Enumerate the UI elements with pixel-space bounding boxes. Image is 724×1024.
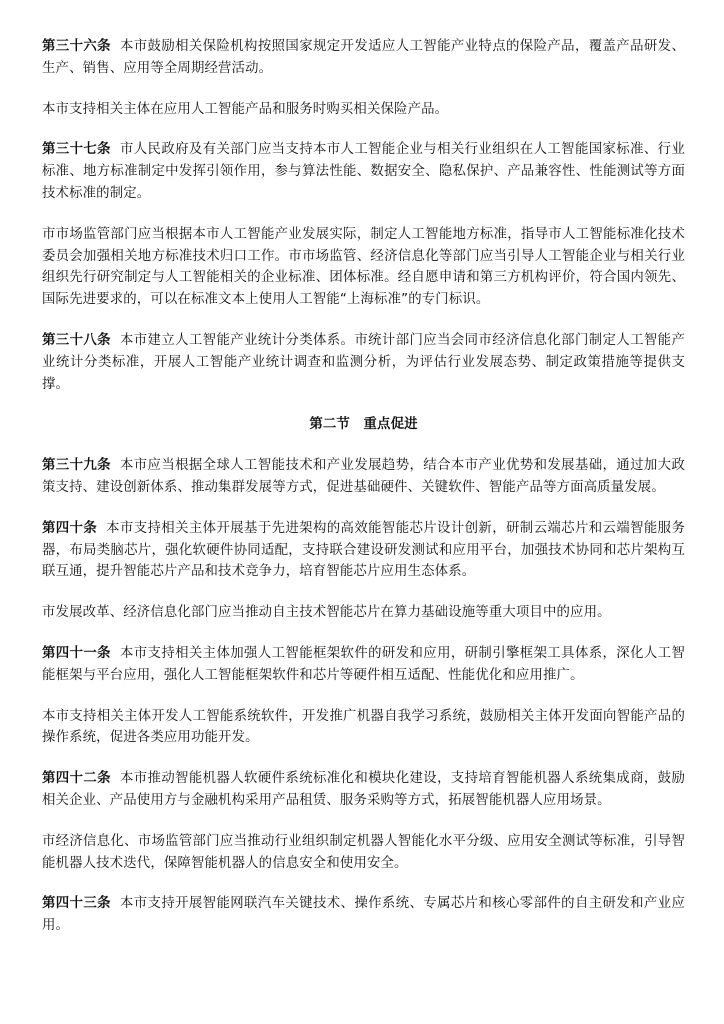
article-36-paragraph-2 — [42, 99, 685, 121]
paragraph-text: 市发展改革、经济信息化部门应当推动自主技术智能芯片在算力基础设施等重大项目中的应用。 — [42, 605, 611, 621]
article-number: 第三十八条 — [42, 332, 111, 348]
paragraph-text: 市经济信息化、市场监管部门应当推动行业组织制定机器人智能化水平分级、应用安全测试等标准，引导智能机器人技术迭代，保障智能机器人的信息安全和使用安全。 — [42, 833, 685, 871]
article-43-paragraph — [42, 893, 685, 937]
article-number: 第三十七条 — [42, 142, 111, 158]
article-41-paragraph — [42, 643, 685, 687]
section-heading: 第二节 重点促进 — [309, 417, 418, 433]
article-number: 第四十条 — [42, 520, 98, 536]
article-37-paragraph-2 — [42, 224, 685, 311]
article-number: 第四十二条 — [42, 771, 111, 787]
paragraph-text: 市市场监管部门应当根据本市人工智能产业发展实际，制定人工智能地方标准，指导市人工智能标准化技术委员会加强相关地方标准技术归口工作。市市场监管、经济信息化等部门应当引导人工智能企业与相关行业组织先行研究制定与人工智能相关的企业标准、团体标准。经自愿申请和第三方机构评价，符合国内领先、国际先进要求的，可以在标准文本上使用人工智能“上海标准”的专门标识。 — [42, 226, 685, 308]
paragraph-text: 本市支持相关主体开发人工智能系统软件，开发推广机器自我学习系统，鼓励相关主体开发面向智能产品的操作系统，促进各类应用功能开发。 — [42, 708, 685, 746]
article-41-paragraph-2 — [42, 706, 685, 750]
paragraph-text: 本市应当根据全球人工智能技术和产业发展趋势，结合本市产业优势和发展基础，通过加大政策支持、建设创新体系、推动集群发展等方式，促进基础硬件、关键软件、智能产品等方面高质量发展。 — [42, 458, 686, 495]
article-40-paragraph-2 — [42, 602, 685, 624]
paragraph-text: 本市支持相关主体在应用人工智能产品和服务时购买相关保险产品。 — [42, 101, 449, 117]
article-number: 第三十九条 — [42, 458, 111, 474]
article-number: 第四十一条 — [42, 645, 111, 661]
article-42-paragraph-2 — [42, 831, 685, 875]
article-39-paragraph — [42, 455, 685, 499]
paragraph-text: 本市支持相关主体加强人工智能框架软件的研发和应用，研制引擎框架工具体系，深化人工智能框架与平台应用，强化人工智能框架软件和芯片等硬件相互适配、性能优化和应用推广。 — [42, 645, 686, 683]
article-40-paragraph — [42, 518, 685, 583]
article-42-paragraph — [42, 768, 685, 812]
paragraph-text: 本市鼓励相关保险机构按照国家规定开发适应人工智能产业特点的保险产品，覆盖产品研发、生产、销售、应用等全周期经营活动。 — [42, 39, 686, 76]
article-37-paragraph — [42, 139, 685, 204]
document-page — [42, 36, 685, 956]
article-38-paragraph — [42, 330, 685, 395]
paragraph-text: 市人民政府及有关部门应当支持本市人工智能企业与相关行业组织在人工智能国家标准、行业标准、地方标准制定中发挥引领作用，参与算法性能、数据安全、隐私保护、产品兼容性、性能测试等方面技术标准的制定。 — [42, 142, 686, 201]
paragraph-text: 本市推动智能机器人软硬件系统标准化和模块化建设，支持培育智能机器人系统集成商，鼓励相关企业、产品使用方与金融机构采用产品租赁、服务采购等方式，拓展智能机器人应用场景。 — [42, 771, 686, 808]
article-number: 第四十三条 — [42, 896, 111, 912]
paragraph-text: 本市支持开展智能网联汽车关键技术、操作系统、专属芯片和核心零部件的自主研发和产业应用。 — [42, 896, 686, 934]
article-36-paragraph — [42, 36, 685, 80]
paragraph-text: 本市建立人工智能产业统计分类体系。市统计部门应当会同市经济信息化部门制定人工智能产业统计分类标准，开展人工智能产业统计调查和监测分析，为评估行业发展态势、制定政策措施等提供支撑。 — [42, 332, 686, 392]
paragraph-text: 本市支持相关主体开展基于先进架构的高效能智能芯片设计创新，研制云端芯片和云端智能服务器，布局类脑芯片，强化软硬件协同适配，支持联合建设研发测试和应用平台，加强技术协同和芯片架构互联互通，提升智能芯片产品和技术竞争力，培育智能芯片应用生态体系。 — [42, 520, 685, 580]
article-number: 第三十六条 — [42, 39, 111, 54]
